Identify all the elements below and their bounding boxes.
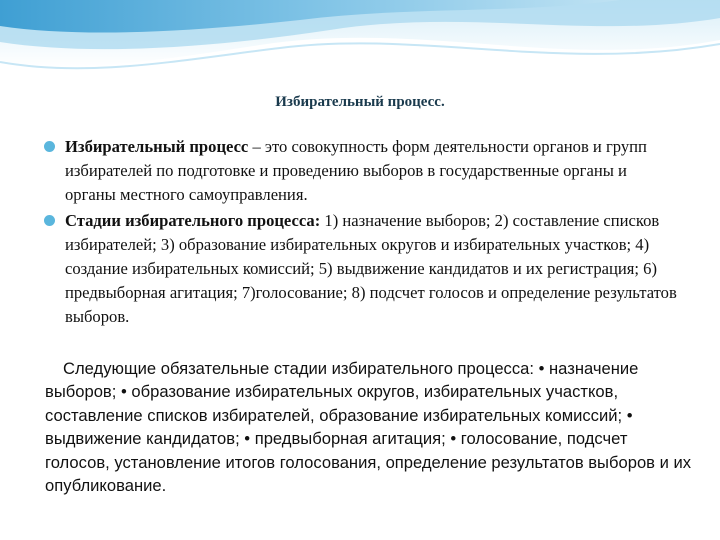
bullet-item-definition	[40, 135, 680, 206]
bullet-term: Избирательный процесс	[65, 137, 249, 156]
bullet-term: Стадии избирательного процесса:	[65, 211, 321, 231]
bullet-dot-icon	[44, 141, 55, 152]
bullet-item-stages	[40, 209, 680, 328]
bullet-dot-icon	[44, 215, 55, 226]
slide-title: Избирательный процесс.	[275, 94, 445, 110]
header-wave-decoration	[0, 0, 720, 100]
bullet-list	[40, 135, 680, 331]
summary-paragraph: Следующие обязательные стадии избирательного процесса: • назначение выборов; • образование избирательных округов, избирательных участков, составление списков избирателей, образование избирательных комиссий; • выдвижение кандидатов; • предвыборная агитация; • голосование, подсчет голосов, установление итогов голосования, определение результатов выборов и их опубликование.	[45, 359, 692, 496]
bullet-text: 1) назначение выборов; 2) составление списков избирателей; 3) образование избирательных округов и избирательных участков; 4) создание избирательных комиссий; 5) выдвижение кандидатов и их регистрация; 6) предвыборная агитация; 7)голосование; 8) подсчет голосов и определение результатов выборов.	[65, 211, 677, 326]
bullet-text: – это совокупность форм деятельности органов и групп избирателей по подготовке и проведению выборов в государственные органы и органы местного самоуправления.	[65, 137, 647, 204]
